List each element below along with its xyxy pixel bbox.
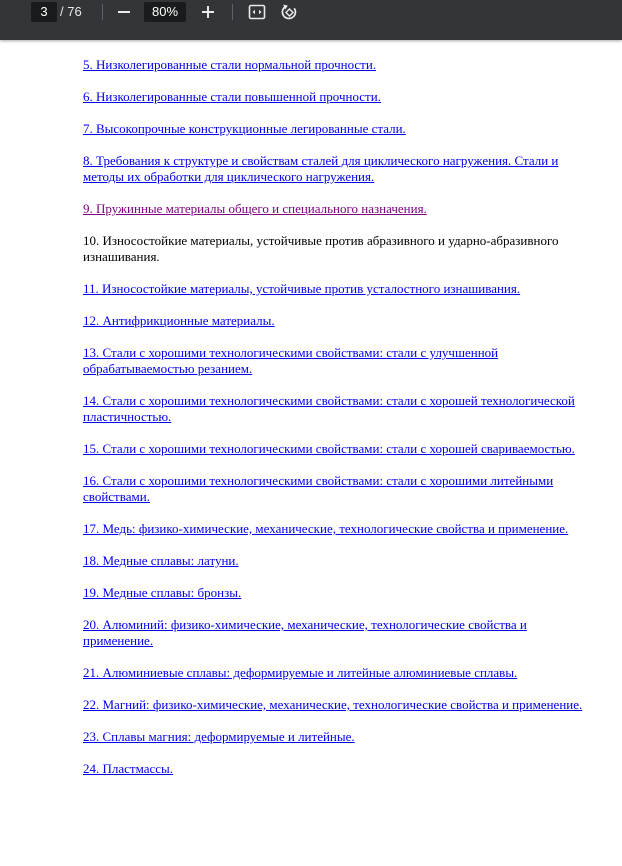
table-of-contents <box>83 57 583 793</box>
toc-link[interactable]: 6. Низколегированные стали повышенной прочности. <box>83 89 381 104</box>
toc-link[interactable]: 23. Сплавы магния: деформируемые и литейные. <box>83 729 355 744</box>
plus-icon <box>201 5 215 19</box>
rotate-button[interactable] <box>276 0 302 24</box>
toc-link[interactable]: 12. Антифрикционные материалы. <box>83 313 275 328</box>
toc-link[interactable]: 19. Медные сплавы: бронзы. <box>83 585 242 600</box>
toc-link[interactable]: 21. Алюминиевые сплавы: деформируемые и литейные алюминиевые сплавы. <box>83 665 518 680</box>
page-total-label: / 76 <box>60 4 82 19</box>
toc-entry-text: 10. Износостойкие материалы, устойчивые против абразивного и ударно-абразивного изнашивания. <box>83 233 559 264</box>
toc-link[interactable]: 24. Пластмассы. <box>83 761 174 776</box>
toc-link[interactable]: 11. Износостойкие материалы, устойчивые против усталостного изнашивания. <box>83 281 521 296</box>
toc-link[interactable]: 13. Стали с хорошими технологическими свойствами: стали с улучшенной обрабатываемостью резанием. <box>83 345 499 376</box>
toc-link[interactable]: 15. Стали с хорошими технологическими свойствами: стали с хорошей свариваемостью. <box>83 441 575 456</box>
fit-to-page-button[interactable] <box>244 0 270 24</box>
toc-link[interactable]: 18. Медные сплавы: латуни. <box>83 553 239 568</box>
rotate-icon <box>280 3 298 21</box>
toolbar-divider <box>102 4 103 20</box>
toc-link[interactable]: 17. Медь: физико-химические, механические, технологические свойства и применение. <box>83 521 569 536</box>
toc-link[interactable]: 22. Магний: физико-химические, механические, технологические свойства и применение. <box>83 697 583 712</box>
pdf-toolbar <box>0 0 622 40</box>
minus-icon <box>117 5 131 19</box>
zoom-in-button[interactable] <box>195 0 221 24</box>
fit-to-page-icon <box>248 4 266 20</box>
toc-link[interactable]: 5. Низколегированные стали нормальной прочности. <box>83 57 377 72</box>
toolbar-divider <box>232 4 233 20</box>
pdf-page <box>0 40 622 866</box>
toc-link[interactable]: 16. Стали с хорошими технологическими свойствами: стали с хорошими литейными свойствами. <box>83 473 554 504</box>
zoom-out-button[interactable] <box>111 0 137 24</box>
toc-link[interactable]: 8. Требования к структуре и свойствам сталей для циклического нагружения. Стали и методы их обработки для циклического нагружения. <box>83 153 559 184</box>
zoom-level-input[interactable]: 80% <box>144 2 186 22</box>
toc-link[interactable]: 7. Высокопрочные конструкционные легированные стали. <box>83 121 406 136</box>
toc-link[interactable]: 9. Пружинные материалы общего и специального назначения. <box>83 201 427 216</box>
toc-link[interactable]: 20. Алюминий: физико-химические, механические, технологические свойства и применение. <box>83 617 527 648</box>
page-number-input[interactable]: 3 <box>31 2 57 22</box>
toc-link[interactable]: 14. Стали с хорошими технологическими свойствами: стали с хорошей технологической пластичностью. <box>83 393 575 424</box>
